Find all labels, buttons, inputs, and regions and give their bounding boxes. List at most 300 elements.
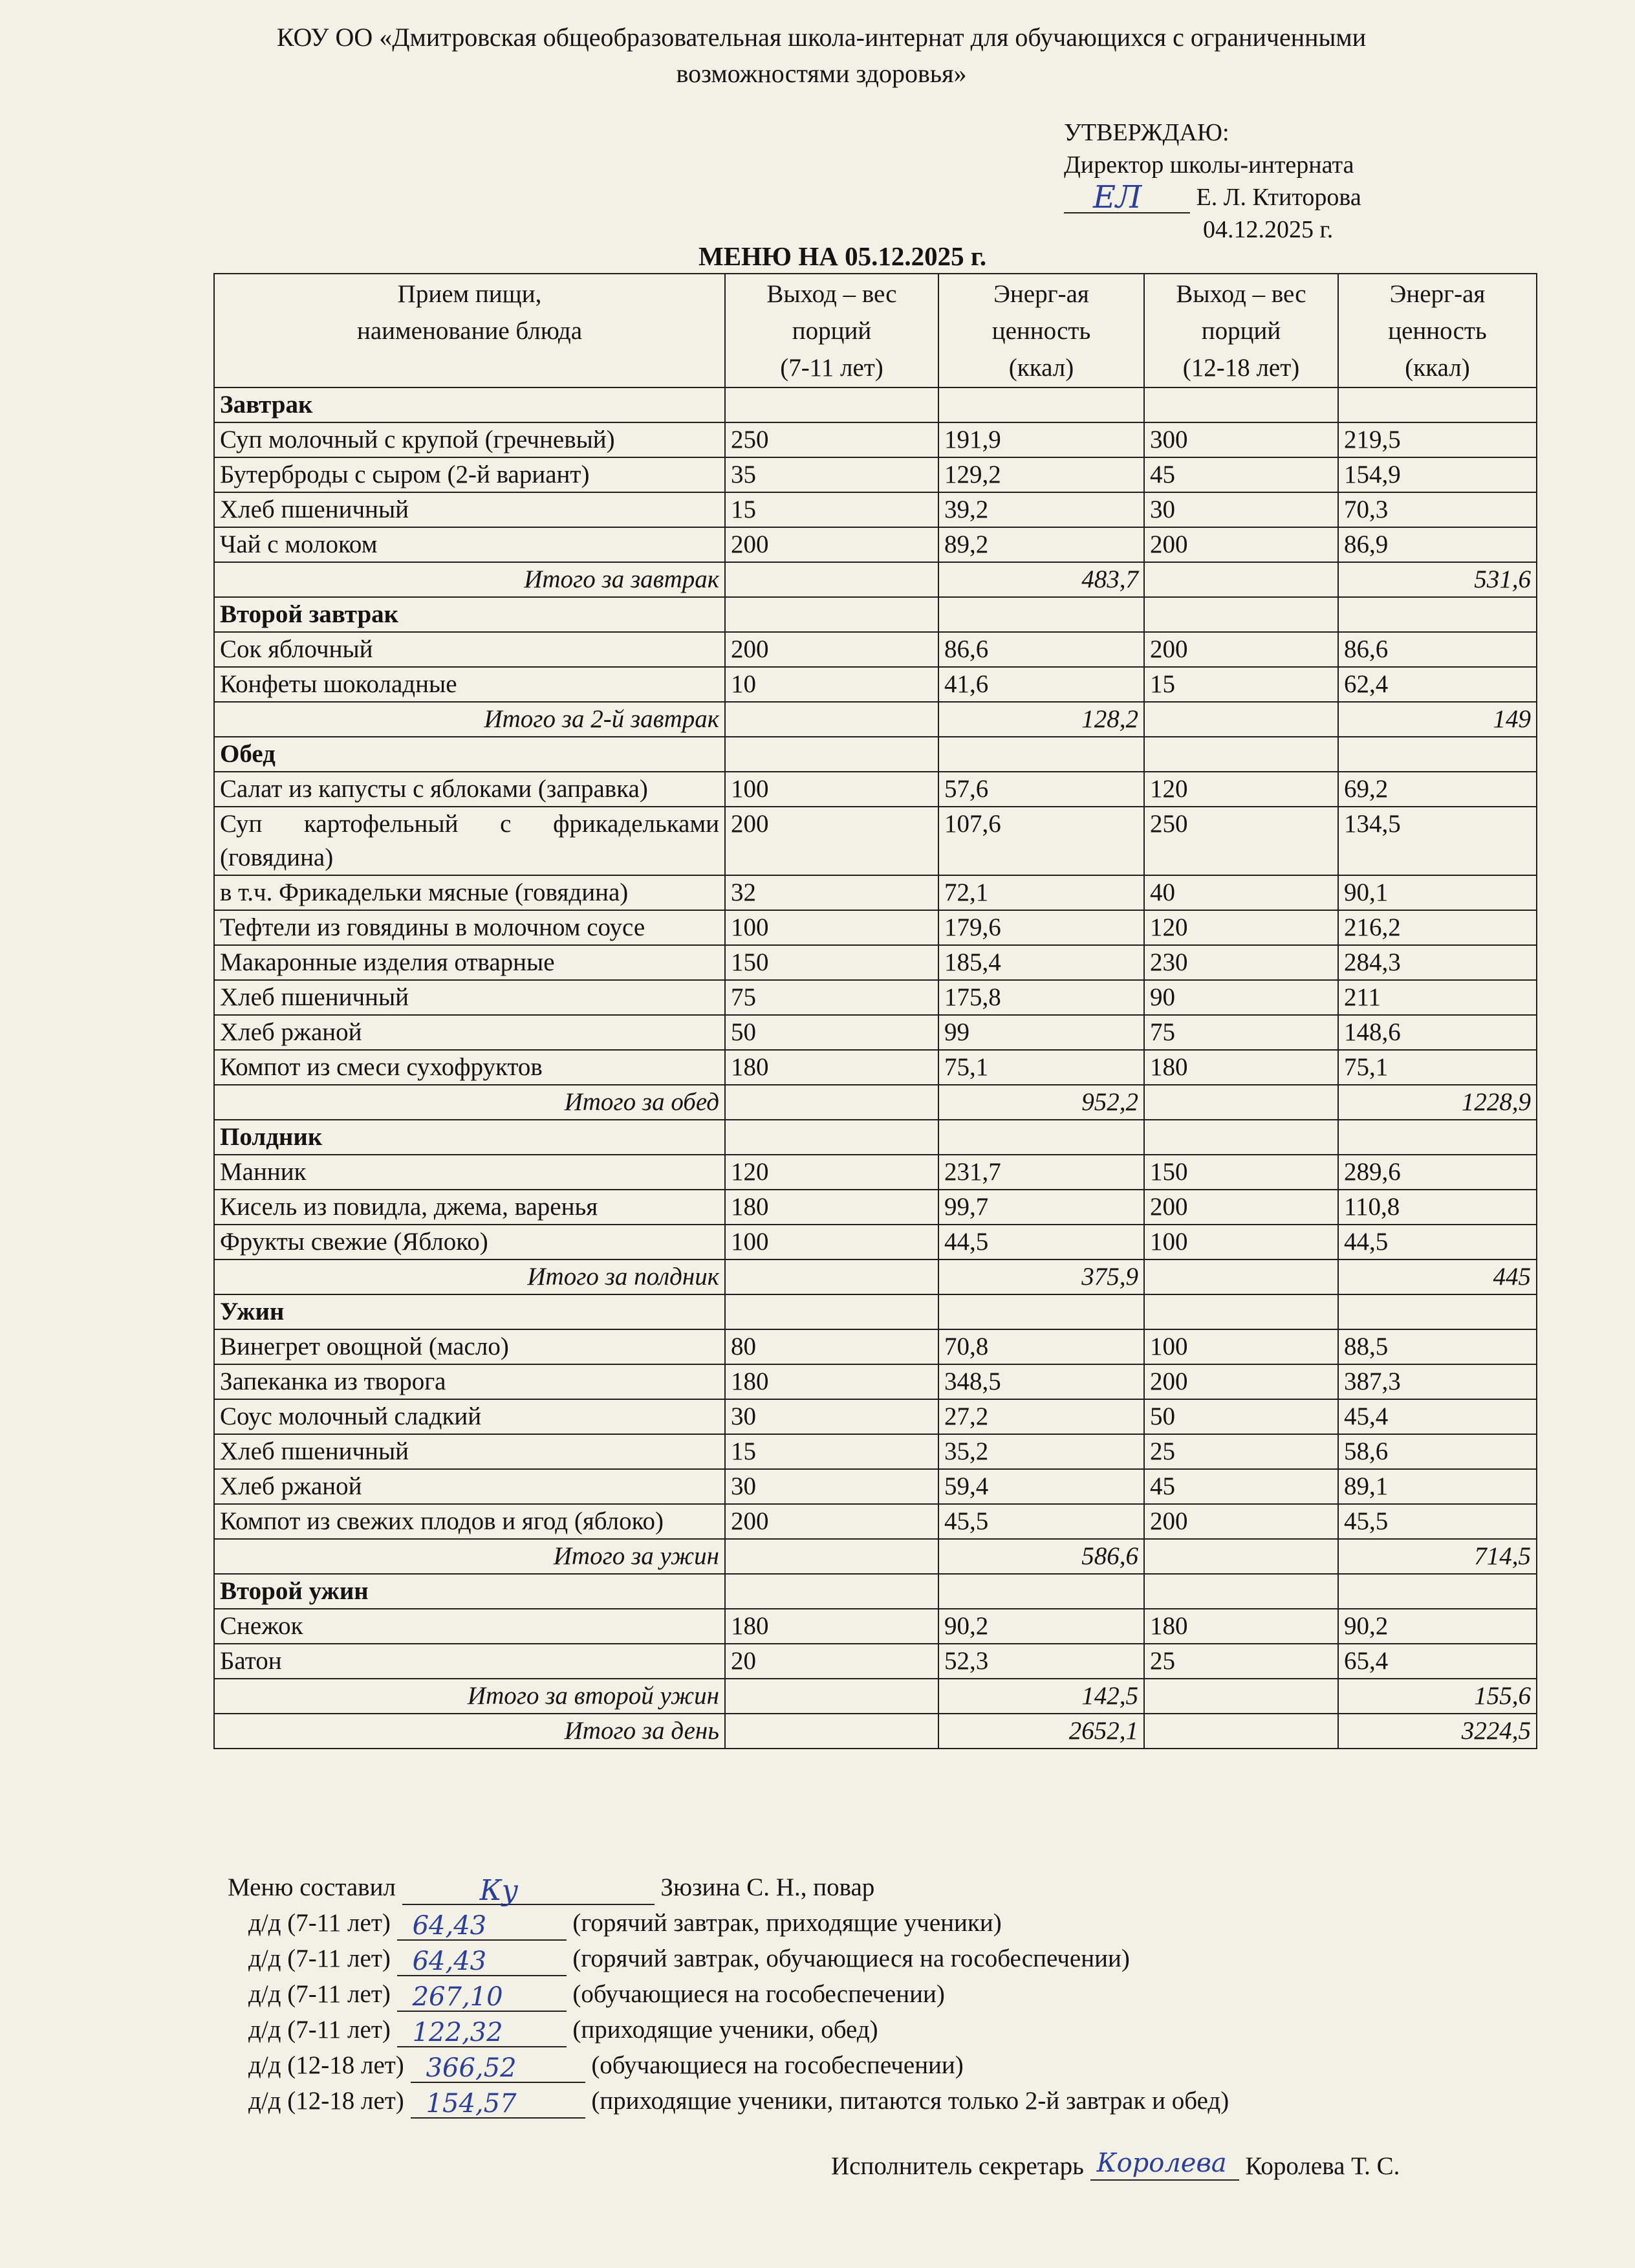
- kcal-7-11: 39,2: [938, 492, 1144, 527]
- kcal-12-18: 45,4: [1338, 1399, 1537, 1434]
- dish-name: Фрукты свежие (Яблоко): [214, 1225, 725, 1259]
- cost-note: (горячий завтрак, приходящие ученики): [572, 1909, 1002, 1937]
- header-cell-line: Прием пищи,: [397, 280, 542, 308]
- empty-cell: [1144, 1294, 1338, 1329]
- header-cell-line: порций: [1201, 317, 1281, 345]
- kcal-12-18: 154,9: [1338, 457, 1537, 492]
- table-row: [214, 875, 1537, 910]
- cost-value-line: [411, 2053, 585, 2083]
- dish-name: Винегрет овощной (масло): [214, 1329, 725, 1364]
- cost-value-line: [397, 1982, 567, 2012]
- table-row: [214, 1015, 1537, 1050]
- executor-name: Королева Т. С.: [1245, 2152, 1400, 2180]
- portion-7-11: 30: [725, 1399, 938, 1434]
- kcal-12-18: 86,9: [1338, 527, 1537, 562]
- section-row: [214, 597, 1537, 632]
- total-kcal-7-11: 375,9: [938, 1259, 1144, 1294]
- table-row: [214, 945, 1537, 980]
- kcal-12-18: 89,1: [1338, 1469, 1537, 1504]
- portion-12-18: 25: [1144, 1644, 1338, 1679]
- dish-name: Хлеб пшеничный: [214, 980, 725, 1015]
- empty-cell: [938, 737, 1144, 772]
- total-row: [214, 1539, 1537, 1574]
- empty-cell: [938, 387, 1144, 422]
- cost-value-line: [397, 1946, 567, 1976]
- cost-row: [228, 1976, 1618, 2012]
- total-kcal-12-18: 155,6: [1338, 1679, 1537, 1714]
- empty-cell: [938, 1294, 1144, 1329]
- portion-7-11: 200: [725, 632, 938, 667]
- kcal-12-18: 62,4: [1338, 667, 1537, 702]
- header-cell-line: Выход – вес: [1176, 280, 1306, 308]
- kcal-7-11: 89,2: [938, 527, 1144, 562]
- cost-value: 366,52: [426, 2053, 517, 2083]
- section-label: Ужин: [214, 1294, 725, 1329]
- empty-cell: [1338, 737, 1537, 772]
- table-body: [214, 387, 1537, 1749]
- empty-cell: [725, 1085, 938, 1120]
- portion-7-11: 50: [725, 1015, 938, 1050]
- portion-7-11: 35: [725, 457, 938, 492]
- dish-name: Соус молочный сладкий: [214, 1399, 725, 1434]
- signature-line: [1064, 179, 1190, 215]
- portion-7-11: 80: [725, 1329, 938, 1364]
- dish-name: Хлеб пшеничный: [214, 492, 725, 527]
- portion-12-18: 150: [1144, 1155, 1338, 1190]
- total-row: [214, 562, 1537, 597]
- portion-7-11: 180: [725, 1050, 938, 1085]
- approval-title: УТВЕРЖДАЮ:: [1064, 119, 1229, 146]
- portion-12-18: 250: [1144, 807, 1338, 875]
- kcal-12-18: 75,1: [1338, 1050, 1537, 1085]
- kcal-7-11: 86,6: [938, 632, 1144, 667]
- cost-label: д/д (7-11 лет): [248, 1945, 391, 1972]
- cost-label: д/д (7-11 лет): [248, 1980, 391, 2008]
- header-cell: [725, 274, 938, 387]
- composer-signature-line: [402, 1875, 655, 1905]
- kcal-12-18: 44,5: [1338, 1225, 1537, 1259]
- portion-7-11: 180: [725, 1190, 938, 1225]
- kcal-7-11: 57,6: [938, 772, 1144, 807]
- table-row: [214, 1225, 1537, 1259]
- header-cell-line: наименование блюда: [356, 317, 583, 345]
- cost-label: д/д (12-18 лет): [248, 2051, 404, 2079]
- portion-12-18: 120: [1144, 910, 1338, 945]
- kcal-7-11: 348,5: [938, 1364, 1144, 1399]
- empty-cell: [938, 1120, 1144, 1155]
- portion-7-11: 32: [725, 875, 938, 910]
- portion-12-18: 30: [1144, 492, 1338, 527]
- empty-cell: [1144, 1574, 1338, 1609]
- section-label: Завтрак: [214, 387, 725, 422]
- empty-cell: [1144, 1679, 1338, 1714]
- table-row: [214, 1364, 1537, 1399]
- header-cell-line: Энерг-ая: [1389, 280, 1486, 308]
- empty-cell: [725, 597, 938, 632]
- kcal-7-11: 59,4: [938, 1469, 1144, 1504]
- empty-cell: [1338, 1294, 1537, 1329]
- portion-7-11: 30: [725, 1469, 938, 1504]
- kcal-7-11: 72,1: [938, 875, 1144, 910]
- cost-note: (приходящие ученики, обед): [572, 2016, 878, 2044]
- portion-7-11: 75: [725, 980, 938, 1015]
- total-label: Итого за завтрак: [214, 562, 725, 597]
- portion-7-11: 180: [725, 1364, 938, 1399]
- table-row: [214, 457, 1537, 492]
- header-cell-line: порций: [792, 317, 872, 345]
- composer-row: [228, 1870, 1618, 1905]
- cost-value-line: [411, 2089, 585, 2119]
- empty-cell: [1144, 1259, 1338, 1294]
- kcal-7-11: 90,2: [938, 1609, 1144, 1644]
- kcal-12-18: 211: [1338, 980, 1537, 1015]
- executor-label: Исполнитель секретарь: [831, 2152, 1084, 2180]
- kcal-12-18: 148,6: [1338, 1015, 1537, 1050]
- table-row: [214, 980, 1537, 1015]
- org-line-1: КОУ ОО «Дмитровская общеобразовательная школа-интернат для обучающихся с ограниченными: [276, 23, 1367, 52]
- kcal-7-11: 231,7: [938, 1155, 1144, 1190]
- header-cell-line: (7-11 лет): [780, 354, 883, 382]
- kcal-12-18: 88,5: [1338, 1329, 1537, 1364]
- table-row: [214, 527, 1537, 562]
- portion-12-18: 230: [1144, 945, 1338, 980]
- dish-name: Запеканка из творога: [214, 1364, 725, 1399]
- dish-name: Манник: [214, 1155, 725, 1190]
- total-row: [214, 702, 1537, 737]
- dish-name: Суп молочный с крупой (гречневый): [214, 422, 725, 457]
- total-kcal-12-18: 1228,9: [1338, 1085, 1537, 1120]
- empty-cell: [1144, 387, 1338, 422]
- portion-7-11: 100: [725, 910, 938, 945]
- dish-name: Конфеты шоколадные: [214, 667, 725, 702]
- dish-name: Бутерброды с сыром (2-й вариант): [214, 457, 725, 492]
- table-row: [214, 1190, 1537, 1225]
- portion-7-11: 15: [725, 492, 938, 527]
- total-row: [214, 1085, 1537, 1120]
- kcal-7-11: 185,4: [938, 945, 1144, 980]
- section-row: [214, 1574, 1537, 1609]
- table-row: [214, 1434, 1537, 1469]
- total-kcal-12-18: 531,6: [1338, 562, 1537, 597]
- footer-block: [228, 1870, 1618, 2119]
- kcal-12-18: 90,1: [1338, 875, 1537, 910]
- total-label: Итого за второй ужин: [214, 1679, 725, 1714]
- kcal-12-18: 45,5: [1338, 1504, 1537, 1539]
- empty-cell: [1144, 702, 1338, 737]
- table-row: [214, 772, 1537, 807]
- portion-7-11: 200: [725, 1504, 938, 1539]
- executor-signature-line: [1090, 2148, 1239, 2181]
- header-cell: [1338, 274, 1537, 387]
- total-kcal-12-18: 714,5: [1338, 1539, 1537, 1574]
- kcal-7-11: 27,2: [938, 1399, 1144, 1434]
- header-cell-line: ценность: [1388, 317, 1487, 345]
- portion-12-18: 100: [1144, 1329, 1338, 1364]
- cost-row: [228, 1941, 1618, 1976]
- kcal-7-11: 35,2: [938, 1434, 1144, 1469]
- dish-name: Макаронные изделия отварные: [214, 945, 725, 980]
- total-kcal-7-11: 128,2: [938, 702, 1144, 737]
- table-row: [214, 632, 1537, 667]
- cost-value-line: [397, 1911, 567, 1941]
- empty-cell: [1338, 597, 1537, 632]
- total-kcal-7-11: 586,6: [938, 1539, 1144, 1574]
- dish-name: Компот из смеси сухофруктов: [214, 1050, 725, 1085]
- table-row: [214, 1644, 1537, 1679]
- cost-note: (обучающиеся на гособеспечении): [591, 2051, 964, 2079]
- executor-signature: Королева: [1096, 2148, 1227, 2178]
- portion-12-18: 200: [1144, 1504, 1338, 1539]
- table-row: [214, 1504, 1537, 1539]
- portion-7-11: 150: [725, 945, 938, 980]
- total-kcal-7-11: 483,7: [938, 562, 1144, 597]
- dish-name: Хлеб ржаной: [214, 1469, 725, 1504]
- composer-signature: Ку: [479, 1874, 519, 1907]
- total-kcal-12-18: 445: [1338, 1259, 1537, 1294]
- section-label: Полдник: [214, 1120, 725, 1155]
- section-label: Второй ужин: [214, 1574, 725, 1609]
- total-label: Итого за день: [214, 1714, 725, 1749]
- empty-cell: [1144, 1714, 1338, 1749]
- kcal-12-18: 110,8: [1338, 1190, 1537, 1225]
- portion-7-11: 250: [725, 422, 938, 457]
- kcal-12-18: 58,6: [1338, 1434, 1537, 1469]
- dish-name: Сок яблочный: [214, 632, 725, 667]
- kcal-7-11: 129,2: [938, 457, 1144, 492]
- dish-name: Хлеб ржаной: [214, 1015, 725, 1050]
- portion-7-11: 10: [725, 667, 938, 702]
- cost-list: [228, 1905, 1618, 2119]
- total-kcal-12-18: 3224,5: [1338, 1714, 1537, 1749]
- cost-row: [228, 1905, 1618, 1941]
- total-label: Итого за ужин: [214, 1539, 725, 1574]
- total-kcal-12-18: 149: [1338, 702, 1537, 737]
- kcal-12-18: 216,2: [1338, 910, 1537, 945]
- table-header-row: [214, 274, 1537, 387]
- kcal-12-18: 219,5: [1338, 422, 1537, 457]
- kcal-7-11: 45,5: [938, 1504, 1144, 1539]
- kcal-7-11: 175,8: [938, 980, 1144, 1015]
- kcal-12-18: 86,6: [1338, 632, 1537, 667]
- table-row: [214, 1155, 1537, 1190]
- portion-12-18: 45: [1144, 1469, 1338, 1504]
- executor-row: [831, 2148, 1400, 2181]
- portion-12-18: 90: [1144, 980, 1338, 1015]
- kcal-7-11: 99: [938, 1015, 1144, 1050]
- cost-label: д/д (7-11 лет): [248, 2016, 391, 2044]
- director-signature: ЕЛ: [1093, 179, 1142, 215]
- header-cell-line: ценность: [991, 317, 1091, 345]
- cost-row: [228, 2083, 1618, 2119]
- kcal-12-18: 90,2: [1338, 1609, 1537, 1644]
- empty-cell: [725, 1574, 938, 1609]
- header-cell: [938, 274, 1144, 387]
- header-cell-line: Энерг-ая: [993, 280, 1089, 308]
- kcal-12-18: 284,3: [1338, 945, 1537, 980]
- dish-name: Тефтели из говядины в молочном соусе: [214, 910, 725, 945]
- table-row: [214, 1609, 1537, 1644]
- empty-cell: [725, 737, 938, 772]
- cost-value: 267,10: [412, 1982, 503, 2012]
- table-row: [214, 1050, 1537, 1085]
- cost-value: 64,43: [412, 1911, 487, 1941]
- approval-signature-row: [1064, 181, 1426, 213]
- section-row: [214, 737, 1537, 772]
- total-row: [214, 1259, 1537, 1294]
- empty-cell: [725, 1294, 938, 1329]
- dish-name: Чай с молоком: [214, 527, 725, 562]
- portion-12-18: 40: [1144, 875, 1338, 910]
- portion-12-18: 200: [1144, 527, 1338, 562]
- empty-cell: [725, 562, 938, 597]
- total-kcal-7-11: 952,2: [938, 1085, 1144, 1120]
- table-row: [214, 910, 1537, 945]
- cost-row: [228, 2012, 1618, 2047]
- cost-note: (горячий завтрак, обучающиеся на гособеспечении): [572, 1945, 1130, 1972]
- empty-cell: [1338, 1574, 1537, 1609]
- empty-cell: [725, 387, 938, 422]
- portion-7-11: 200: [725, 527, 938, 562]
- portion-12-18: 180: [1144, 1050, 1338, 1085]
- section-label: Обед: [214, 737, 725, 772]
- kcal-7-11: 191,9: [938, 422, 1144, 457]
- empty-cell: [1144, 1120, 1338, 1155]
- cost-label: д/д (12-18 лет): [248, 2087, 404, 2115]
- table-row: [214, 422, 1537, 457]
- empty-cell: [1144, 1539, 1338, 1574]
- portion-12-18: 200: [1144, 1190, 1338, 1225]
- total-row: [214, 1714, 1537, 1749]
- kcal-12-18: 387,3: [1338, 1364, 1537, 1399]
- kcal-7-11: 70,8: [938, 1329, 1144, 1364]
- header-cell-line: Выход – вес: [766, 280, 897, 308]
- portion-7-11: 20: [725, 1644, 938, 1679]
- portion-12-18: 25: [1144, 1434, 1338, 1469]
- cost-value: 122,32: [412, 2018, 503, 2047]
- dish-name: Компот из свежих плодов и ягод (яблоко): [214, 1504, 725, 1539]
- header-cell: [214, 274, 725, 387]
- section-row: [214, 387, 1537, 422]
- dish-name: Батон: [214, 1644, 725, 1679]
- organization-header: [155, 19, 1488, 92]
- empty-cell: [1338, 1120, 1537, 1155]
- dish-name: Хлеб пшеничный: [214, 1434, 725, 1469]
- portion-12-18: 100: [1144, 1225, 1338, 1259]
- table-row: [214, 1399, 1537, 1434]
- empty-cell: [1144, 597, 1338, 632]
- empty-cell: [1144, 1085, 1338, 1120]
- approval-position: Директор школы-интерната: [1064, 151, 1354, 179]
- empty-cell: [725, 1539, 938, 1574]
- empty-cell: [938, 597, 1144, 632]
- header-cell-line: (ккал): [1405, 354, 1470, 382]
- empty-cell: [725, 1120, 938, 1155]
- cost-value: 154,57: [426, 2089, 517, 2119]
- portion-7-11: 100: [725, 772, 938, 807]
- portion-12-18: 200: [1144, 1364, 1338, 1399]
- portion-12-18: 120: [1144, 772, 1338, 807]
- kcal-12-18: 289,6: [1338, 1155, 1537, 1190]
- kcal-7-11: 44,5: [938, 1225, 1144, 1259]
- header-cell-line: (12-18 лет): [1182, 354, 1300, 382]
- portion-12-18: 300: [1144, 422, 1338, 457]
- total-label: Итого за полдник: [214, 1259, 725, 1294]
- kcal-7-11: 41,6: [938, 667, 1144, 702]
- cost-note: (приходящие ученики, питаются только 2-й завтрак и обед): [591, 2087, 1229, 2115]
- menu-title: МЕНЮ НА 05.12.2025 г.: [698, 241, 987, 271]
- empty-cell: [1144, 737, 1338, 772]
- kcal-7-11: 52,3: [938, 1644, 1144, 1679]
- total-label: Итого за 2-й завтрак: [214, 702, 725, 737]
- portion-7-11: 15: [725, 1434, 938, 1469]
- cost-note: (обучающиеся на гособеспечении): [572, 1980, 945, 2008]
- kcal-7-11: 107,6: [938, 807, 1144, 875]
- kcal-12-18: 69,2: [1338, 772, 1537, 807]
- cost-label: д/д (7-11 лет): [248, 1909, 391, 1937]
- empty-cell: [1144, 562, 1338, 597]
- dish-name: Суп картофельный с фрикадельками (говядина): [214, 807, 725, 875]
- portion-7-11: 100: [725, 1225, 938, 1259]
- table-row: [214, 667, 1537, 702]
- table-row: [214, 492, 1537, 527]
- section-label: Второй завтрак: [214, 597, 725, 632]
- approval-block: [1064, 116, 1426, 246]
- portion-12-18: 50: [1144, 1399, 1338, 1434]
- empty-cell: [725, 1714, 938, 1749]
- empty-cell: [725, 1679, 938, 1714]
- director-name: Е. Л. Ктиторова: [1196, 184, 1361, 211]
- empty-cell: [725, 1259, 938, 1294]
- portion-7-11: 200: [725, 807, 938, 875]
- empty-cell: [938, 1574, 1144, 1609]
- dish-name: в т.ч. Фрикадельки мясные (говядина): [214, 875, 725, 910]
- portion-12-18: 45: [1144, 457, 1338, 492]
- portion-12-18: 200: [1144, 632, 1338, 667]
- cost-value: 64,43: [412, 1946, 487, 1976]
- portion-12-18: 180: [1144, 1609, 1338, 1644]
- portion-7-11: 120: [725, 1155, 938, 1190]
- table-row: [214, 807, 1537, 875]
- portion-12-18: 15: [1144, 667, 1338, 702]
- approval-date: 04.12.2025 г.: [1203, 216, 1334, 243]
- kcal-7-11: 99,7: [938, 1190, 1144, 1225]
- header-cell-line: (ккал): [1008, 354, 1074, 382]
- portion-12-18: 75: [1144, 1015, 1338, 1050]
- table-row: [214, 1469, 1537, 1504]
- portion-7-11: 180: [725, 1609, 938, 1644]
- total-kcal-7-11: 142,5: [938, 1679, 1144, 1714]
- cost-value-line: [397, 2018, 567, 2047]
- cost-row: [228, 2047, 1618, 2083]
- table-row: [214, 1329, 1537, 1364]
- total-kcal-7-11: 2652,1: [938, 1714, 1144, 1749]
- composer-name: Зюзина С. Н., повар: [660, 1873, 875, 1901]
- header-cell: [1144, 274, 1338, 387]
- composer-label: Меню составил: [228, 1873, 396, 1901]
- kcal-7-11: 75,1: [938, 1050, 1144, 1085]
- org-line-2: возможностями здоровья»: [676, 59, 967, 88]
- total-label: Итого за обед: [214, 1085, 725, 1120]
- empty-cell: [1338, 387, 1537, 422]
- kcal-7-11: 179,6: [938, 910, 1144, 945]
- dish-name: Снежок: [214, 1609, 725, 1644]
- kcal-12-18: 134,5: [1338, 807, 1537, 875]
- dish-name: Кисель из повидла, джема, варенья: [214, 1190, 725, 1225]
- menu-table: [213, 273, 1537, 1749]
- kcal-12-18: 70,3: [1338, 492, 1537, 527]
- empty-cell: [725, 702, 938, 737]
- section-row: [214, 1120, 1537, 1155]
